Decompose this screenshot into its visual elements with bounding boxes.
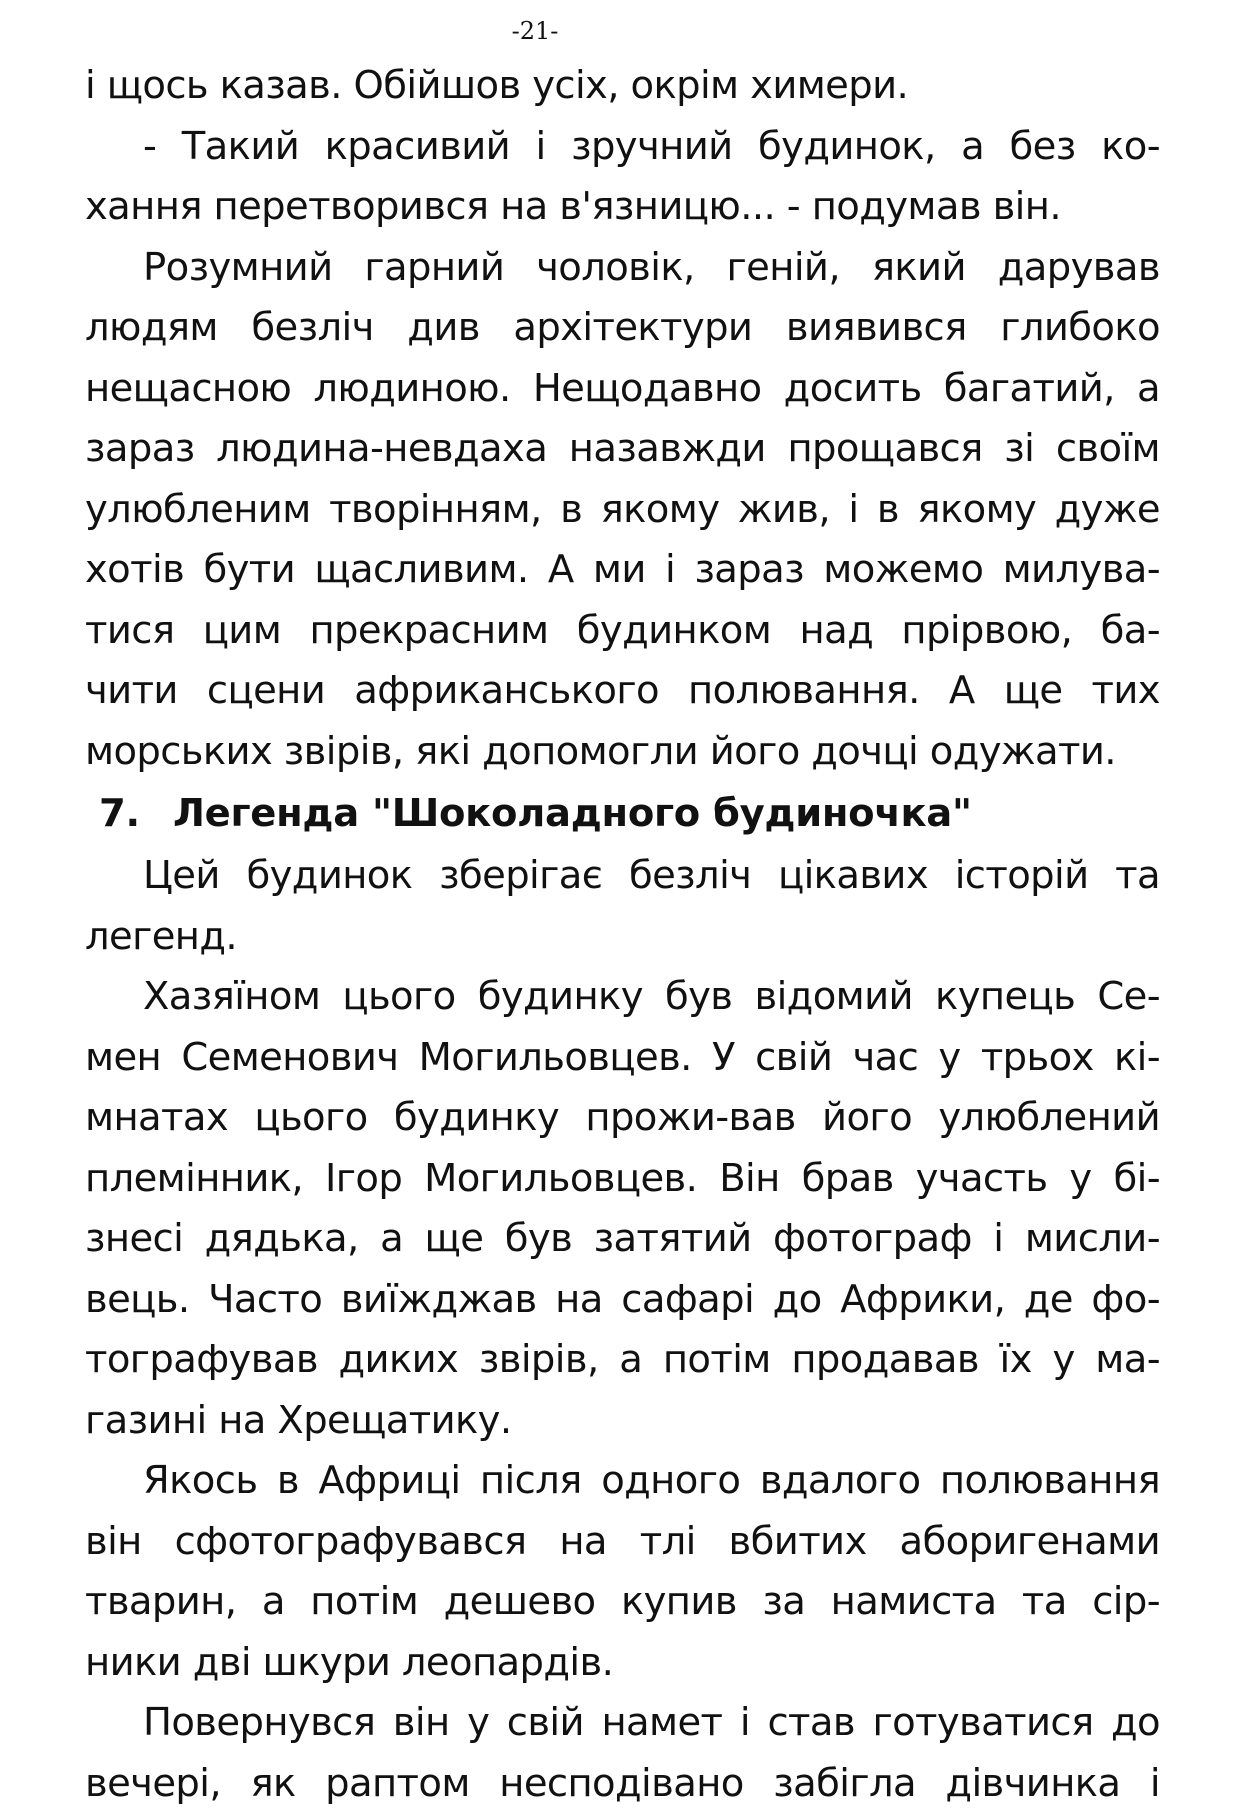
text-line: мен Семенович Могильовцев. У свій час у трьох кі- [85, 1028, 1160, 1089]
section-number: 7. [99, 782, 173, 846]
text-line: він сфотографувався на тлі вбитих аборигенами [85, 1512, 1160, 1573]
text-line: ники дві шкури леопардів. [85, 1633, 1160, 1694]
text-line: мнатах цього будинку прожи-вав його улюблений [85, 1088, 1160, 1149]
text-line: чити сцени африканського полювання. А ще тих [85, 661, 1160, 722]
text-line: улюбленим творінням, в якому жив, і в якому дуже [85, 480, 1160, 541]
section-heading [85, 782, 1160, 846]
text-line: вець. Часто виїжджав на сафарі до Африки, де фо- [85, 1270, 1160, 1331]
text-line: - Такий красивий і зручний будинок, а без ко- [85, 117, 1160, 178]
text-line: Якось в Африці після одного вдалого полювання [85, 1451, 1160, 1512]
page-number: -21- [0, 16, 1155, 46]
text-line: Повернувся він у свій намет і став готуватися до [85, 1693, 1160, 1754]
document-body [85, 56, 1160, 1814]
text-line: зараз людина-невдаха назавжди прощався зі своїм [85, 419, 1160, 480]
text-line: хотів бути щасливим. А ми і зараз можемо милува- [85, 540, 1160, 601]
text-line: газині на Хрещатику. [85, 1391, 1160, 1452]
text-line: тися цим прекрасним будинком над прірвою, ба- [85, 601, 1160, 662]
text-line: Цей будинок зберігає безліч цікавих історій та [85, 846, 1160, 907]
text-line: морських звірів, які допомогли його дочці одужати. [85, 722, 1160, 783]
text-line: хання перетворився на в'язницю... - подумав він. [85, 177, 1160, 238]
text-line: знесі дядька, а ще був затятий фотограф і мисли- [85, 1209, 1160, 1270]
text-line: легенд. [85, 907, 1160, 968]
text-line: Розумний гарний чоловік, геній, який дарував [85, 238, 1160, 299]
text-line: і щось казав. Обійшов усіх, окрім химери. [85, 56, 1160, 117]
text-line: Хазяїном цього будинку був відомий купець Се- [85, 967, 1160, 1028]
text-line: людям безліч див архітектури виявився глибоко [85, 298, 1160, 359]
text-line: вечері, як раптом несподівано забігла дівчинка і [85, 1754, 1160, 1814]
text-line: племінник, Ігор Могильовцев. Він брав участь у бі- [85, 1149, 1160, 1210]
text-line: тварин, а потім дешево купив за намиста та сір- [85, 1572, 1160, 1633]
text-line: нещасною людиною. Нещодавно досить багатий, а [85, 359, 1160, 420]
text-line: тографував диких звірів, а потім продавав їх у ма- [85, 1330, 1160, 1391]
section-title: Легенда "Шоколадного будиночка" [173, 791, 972, 836]
